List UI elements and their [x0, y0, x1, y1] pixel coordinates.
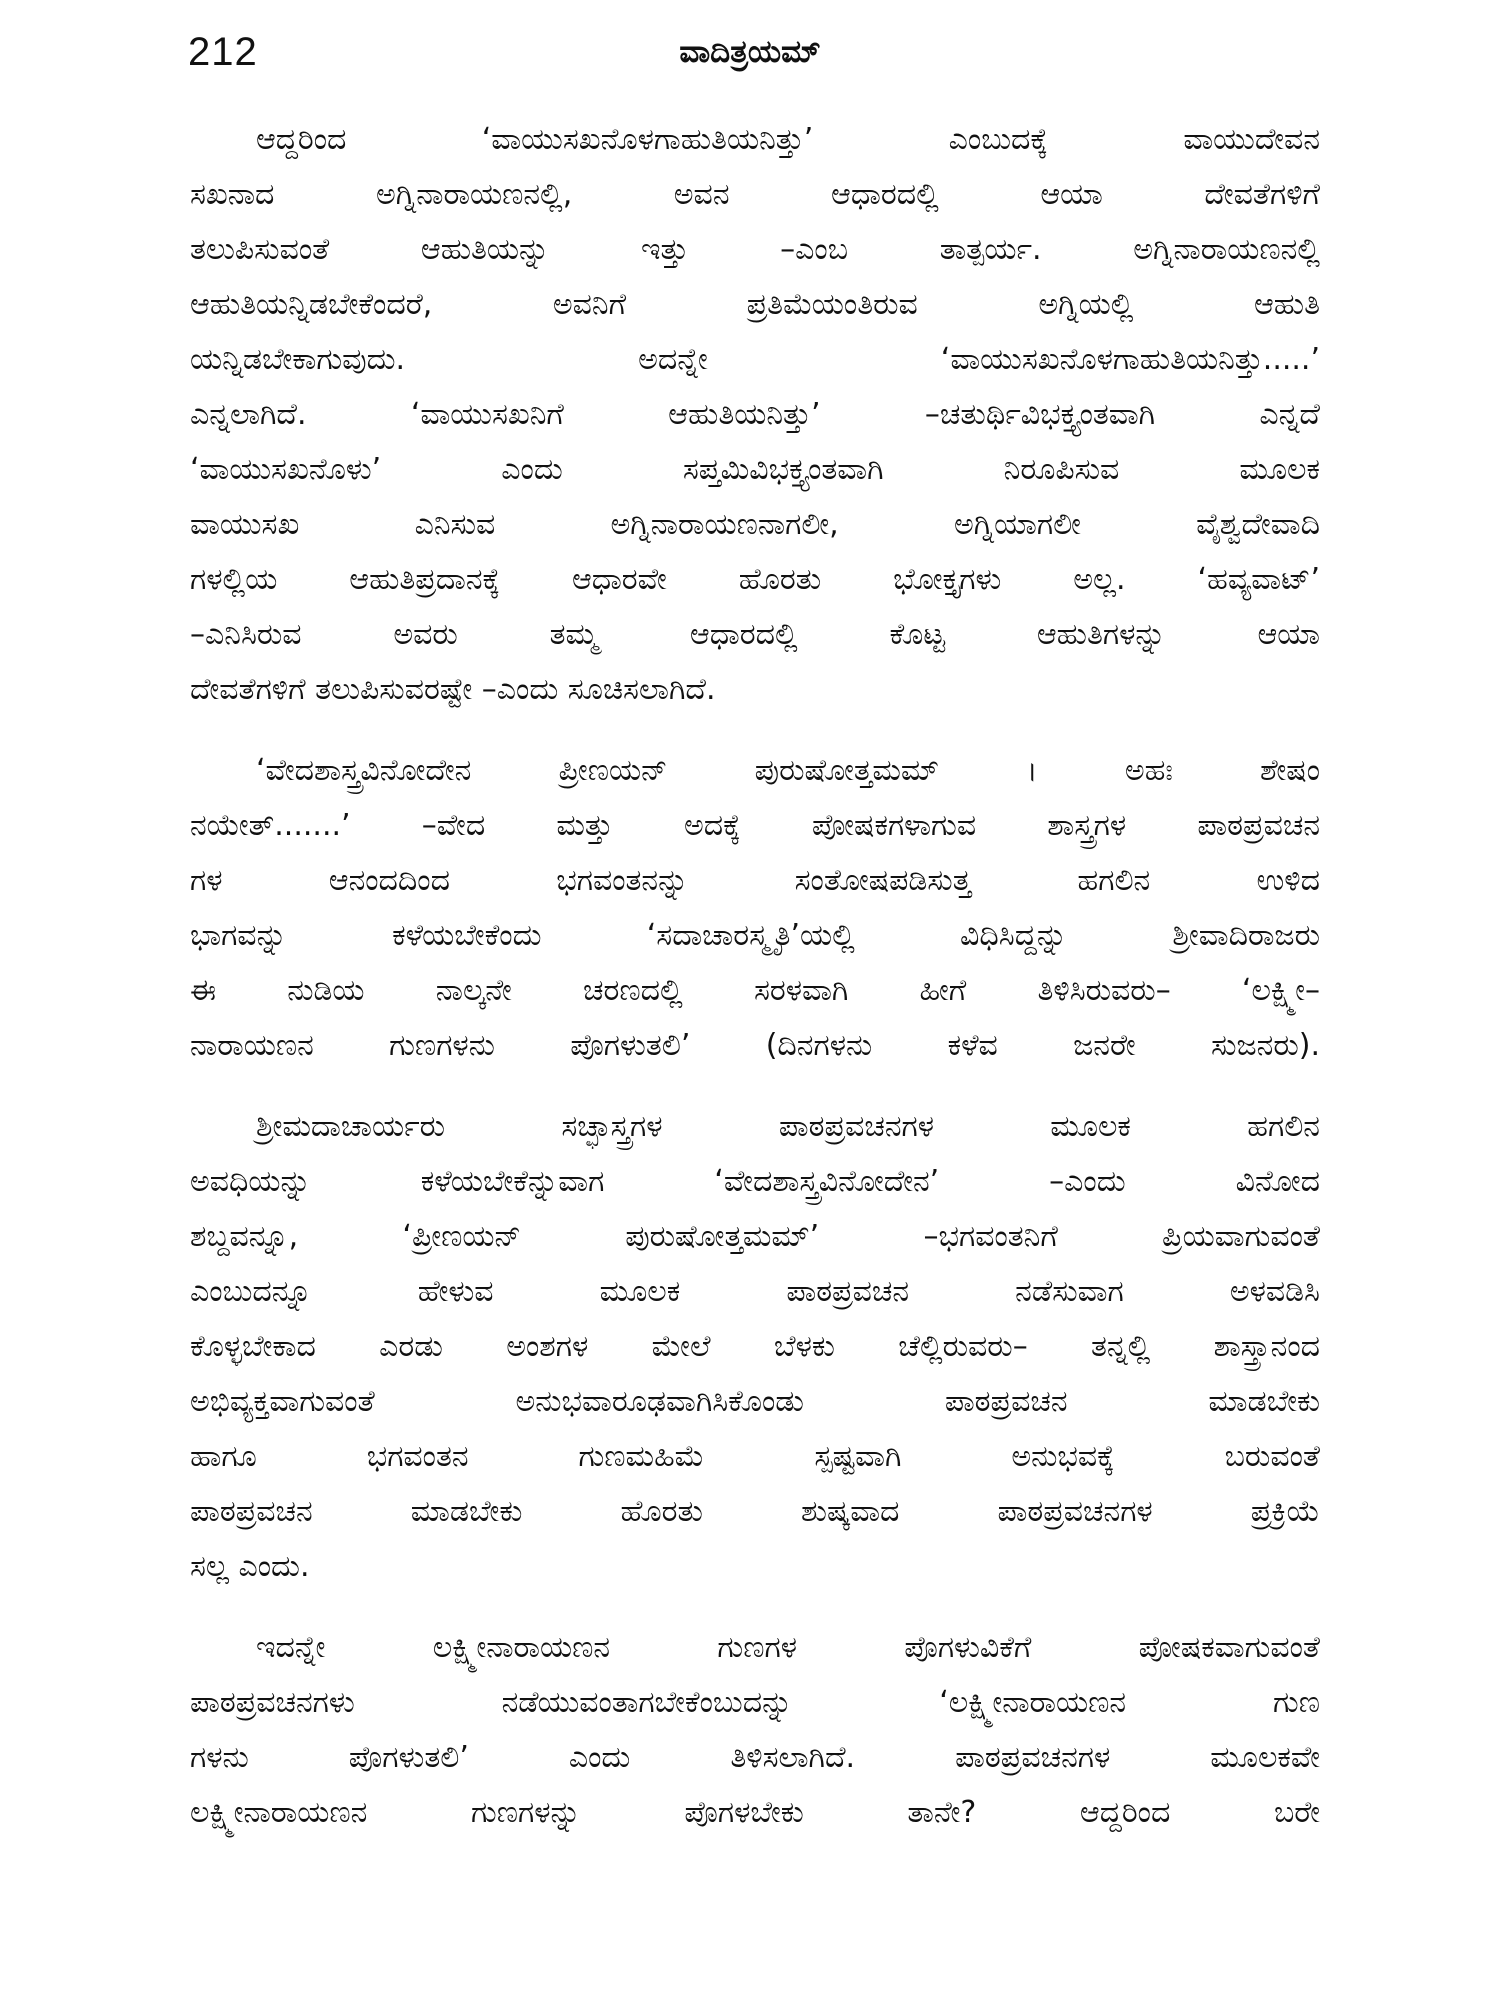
- text-body: [190, 112, 1320, 1866]
- text-line: ಅವಧಿಯನ್ನು ಕಳೆಯಬೇಕೆನ್ನುವಾಗ ‘ವೇದಶಾಸ್ತ್ರವಿನೋದೇನ’ –ಎಂದು ವಿನೋದ: [190, 1164, 1320, 1199]
- text-line: ಎನ್ನಲಾಗಿದೆ. ‘ವಾಯುಸಖನಿಗೆ ಆಹುತಿಯನಿತ್ತು’ –ಚತುರ್ಥಿವಿಭಕ್ತ್ಯಂತವಾಗಿ ಎನ್ನದೆ: [190, 397, 1320, 432]
- page-number: 212: [188, 30, 258, 74]
- text-line: –ಎನಿಸಿರುವ ಅವರು ತಮ್ಮ ಆಧಾರದಲ್ಲಿ ಕೊಟ್ಟ ಆಹುತಿಗಳನ್ನು ಆಯಾ: [190, 617, 1320, 652]
- running-title: ವಾದಿತ್ರಯಮ್: [679, 34, 821, 70]
- text-line: ಪಾಠಪ್ರವಚನಗಳು ನಡೆಯುವಂತಾಗಬೇಕೆಂಬುದನ್ನು ‘ಲಕ್ಷ್ಮೀನಾರಾಯಣನ ಗುಣ: [190, 1685, 1320, 1720]
- text-line: ಹಾಗೂ ಭಗವಂತನ ಗುಣಮಹಿಮೆ ಸ್ಪಷ್ಟವಾಗಿ ಅನುಭವಕ್ಕೆ ಬರುವಂತೆ: [190, 1439, 1320, 1474]
- text-line: ಆದ್ದರಿಂದ ‘ವಾಯುಸಖನೊಳಗಾಹುತಿಯನಿತ್ತು’ ಎಂಬುದಕ್ಕೆ ವಾಯುದೇವನ: [256, 122, 1320, 157]
- text-line: ಲಕ್ಷ್ಮೀನಾರಾಯಣನ ಗುಣಗಳನ್ನು ಪೊಗಳಬೇಕು ತಾನೇ? ಆದ್ದರಿಂದ ಬರೇ: [190, 1795, 1320, 1830]
- text-line: ದೇವತೆಗಳಿಗೆ ತಲುಪಿಸುವರಷ್ಟೇ –ಎಂದು ಸೂಚಿಸಲಾಗಿದೆ.: [190, 672, 716, 707]
- text-line: ಸಖನಾದ ಅಗ್ನಿನಾರಾಯಣನಲ್ಲಿ, ಅವನ ಆಧಾರದಲ್ಲಿ ಆಯಾ ದೇವತೆಗಳಿಗೆ: [190, 177, 1320, 212]
- text-line: ನಯೇತ್.......’ –ವೇದ ಮತ್ತು ಅದಕ್ಕೆ ಪೋಷಕಗಳಾಗುವ ಶಾಸ್ತ್ರಗಳ ಪಾಠಪ್ರವಚನ: [190, 808, 1320, 843]
- paragraph: [190, 743, 1320, 1073]
- text-line: ಶ್ರೀಮದಾಚಾರ್ಯರು ಸಚ್ಛಾಸ್ತ್ರಗಳ ಪಾಠಪ್ರವಚನಗಳ ಮೂಲಕ ಹಗಲಿನ: [256, 1109, 1320, 1144]
- text-line: ಕೊಳ್ಳಬೇಕಾದ ಎರಡು ಅಂಶಗಳ ಮೇಲೆ ಬೆಳಕು ಚೆಲ್ಲಿರುವರು– ತನ್ನಲ್ಲಿ ಶಾಸ್ತ್ರಾನಂದ: [190, 1329, 1320, 1364]
- text-line: ಆಹುತಿಯನ್ನಿಡಬೇಕೆಂದರೆ, ಅವನಿಗೆ ಪ್ರತಿಮೆಯಂತಿರುವ ಅಗ್ನಿಯಲ್ಲಿ ಆಹುತಿ: [190, 287, 1320, 322]
- text-line: ಸಲ್ಲ ಎಂದು.: [190, 1549, 310, 1584]
- text-line: ಭಾಗವನ್ನು ಕಳೆಯಬೇಕೆಂದು ‘ಸದಾಚಾರಸ್ಮೃತಿ’ಯಲ್ಲಿ ವಿಧಿಸಿದ್ದನ್ನು ಶ್ರೀವಾದಿರಾಜರು: [190, 918, 1320, 953]
- text-line: ‘ವೇದಶಾಸ್ತ್ರವಿನೋದೇನ ಪ್ರೀಣಯನ್ ಪುರುಷೋತ್ತಮಮ್ । ಅಹಃ ಶೇಷಂ: [256, 753, 1320, 788]
- text-line: ಗಳ ಆನಂದದಿಂದ ಭಗವಂತನನ್ನು ಸಂತೋಷಪಡಿಸುತ್ತ ಹಗಲಿನ ಉಳಿದ: [190, 863, 1320, 898]
- text-line: ಗಳಲ್ಲಿಯ ಆಹುತಿಪ್ರದಾನಕ್ಕೆ ಆಧಾರವೇ ಹೊರತು ಭೋಕ್ತೃಗಳು ಅಲ್ಲ. ‘ಹವ್ಯವಾಟ್’: [190, 562, 1320, 597]
- text-line: ಅಭಿವ್ಯಕ್ತವಾಗುವಂತೆ ಅನುಭವಾರೂಢವಾಗಿಸಿಕೊಂಡು ಪಾಠಪ್ರವಚನ ಮಾಡಬೇಕು: [190, 1384, 1320, 1419]
- text-line: ತಲುಪಿಸುವಂತೆ ಆಹುತಿಯನ್ನು ಇತ್ತು –ಎಂಬ ತಾತ್ಪರ್ಯ. ಅಗ್ನಿನಾರಾಯಣನಲ್ಲಿ: [190, 232, 1320, 267]
- text-line: ಈ ನುಡಿಯ ನಾಲ್ಕನೇ ಚರಣದಲ್ಲಿ ಸರಳವಾಗಿ ಹೀಗೆ ತಿಳಿಸಿರುವರು– ‘ಲಕ್ಷ್ಮೀ–: [190, 973, 1320, 1008]
- text-line: ಇದನ್ನೇ ಲಕ್ಷ್ಮೀನಾರಾಯಣನ ಗುಣಗಳ ಪೊಗಳುವಿಕೆಗೆ ಪೋಷಕವಾಗುವಂತೆ: [256, 1630, 1320, 1665]
- text-line: ಯನ್ನಿಡಬೇಕಾಗುವುದು. ಅದನ್ನೇ ‘ವಾಯುಸಖನೊಳಗಾಹುತಿಯನಿತ್ತು.....’: [190, 342, 1320, 377]
- text-line: ‘ವಾಯುಸಖನೊಳು’ ಎಂದು ಸಪ್ತಮಿವಿಭಕ್ತ್ಯಂತವಾಗಿ ನಿರೂಪಿಸುವ ಮೂಲಕ: [190, 452, 1320, 487]
- text-line: ವಾಯುಸಖ ಎನಿಸುವ ಅಗ್ನಿನಾರಾಯಣನಾಗಲೀ, ಅಗ್ನಿಯಾಗಲೀ ವೈಶ್ವದೇವಾದಿ: [190, 507, 1320, 542]
- text-line: ಎಂಬುದನ್ನೂ ಹೇಳುವ ಮೂಲಕ ಪಾಠಪ್ರವಚನ ನಡೆಸುವಾಗ ಅಳವಡಿಸಿ: [190, 1274, 1320, 1309]
- paragraph: [190, 112, 1320, 717]
- text-line: ಪಾಠಪ್ರವಚನ ಮಾಡಬೇಕು ಹೊರತು ಶುಷ್ಕವಾದ ಪಾಠಪ್ರವಚನಗಳ ಪ್ರಕ್ರಿಯೆ: [190, 1494, 1320, 1529]
- text-line: ಶಬ್ದವನ್ನೂ, ‘ಪ್ರೀಣಯನ್ ಪುರುಷೋತ್ತಮಮ್’ –ಭಗವಂತನಿಗೆ ಪ್ರಿಯವಾಗುವಂತೆ: [190, 1219, 1320, 1254]
- text-line: ಗಳನು ಪೊಗಳುತಲಿ’ ಎಂದು ತಿಳಿಸಲಾಗಿದೆ. ಪಾಠಪ್ರವಚನಗಳ ಮೂಲಕವೇ: [190, 1740, 1320, 1775]
- paragraph: [190, 1620, 1320, 1840]
- paragraph: [190, 1099, 1320, 1594]
- text-line: ನಾರಾಯಣನ ಗುಣಗಳನು ಪೊಗಳುತಲಿ’ (ದಿನಗಳನು ಕಳೆವ ಜನರೇ ಸುಜನರು).: [190, 1028, 1320, 1063]
